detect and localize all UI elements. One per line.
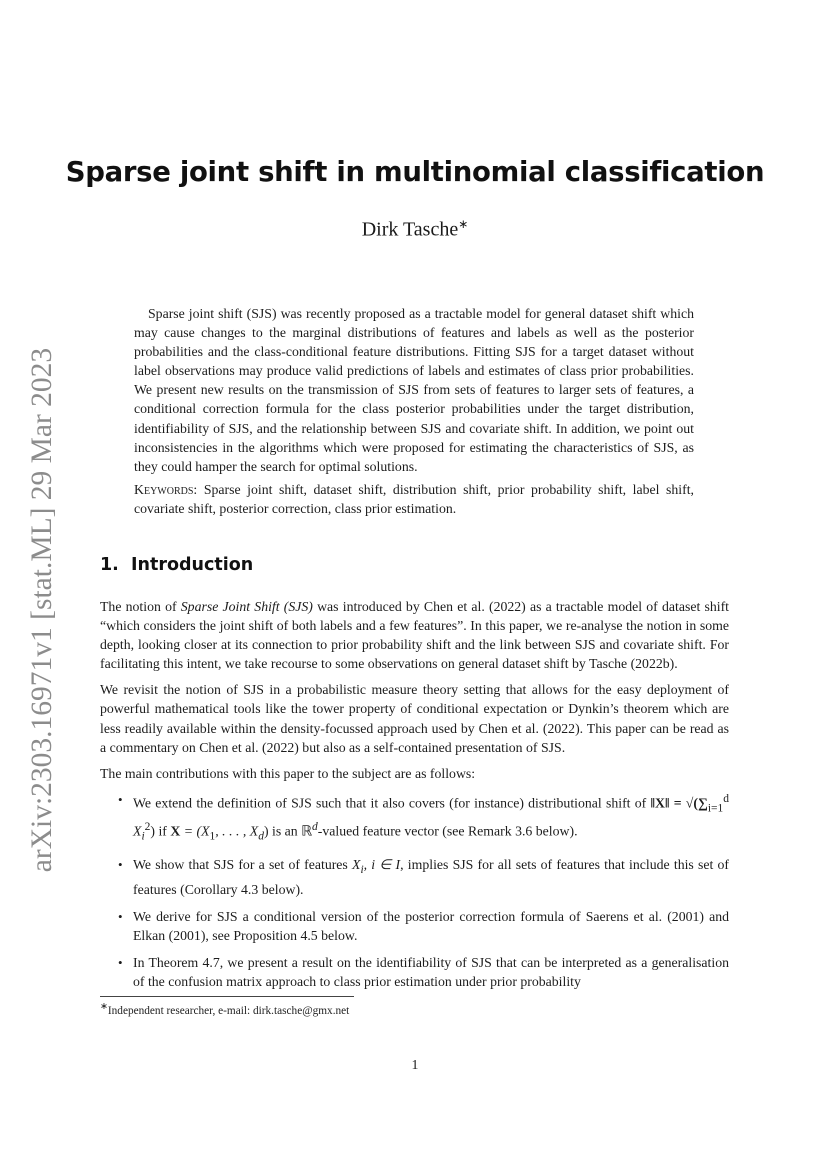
author-line: [60, 217, 770, 242]
keywords-line: [134, 480, 694, 518]
arxiv-identifier-stamp: [20, 326, 64, 894]
page-number: 1: [411, 1057, 419, 1072]
sjs-emphasis: Sparse Joint Shift (SJS): [180, 599, 313, 614]
paper-title: Sparse joint shift in multinomial classification: [65, 156, 765, 188]
intro-paragraph-1: The notion of Sparse Joint Shift (SJS) was introduced by Chen et al. (2022) as a tractable model of dataset shift “which considers the joint shift of both labels and a few features”. In this paper, we re-analyse the notion in some depth, looking closer at its connection to prior probability shift and the link between SJS and covariate shift. For facilitating this intent, we take recourse to some observations on general dataset shift by Tasche (2022b).: [100, 599, 729, 672]
section-number: 1.: [100, 555, 119, 575]
author-name: Dirk Tasche: [361, 218, 459, 241]
author-footnote-mark: ∗: [458, 217, 469, 231]
contribution-item: • We extend the definition of SJS such that it also covers (for instance) distributional shift of ‖X‖ = $√(\sum_{i=1}^d$ $X_i^2$) if $X = (X_1$, . . . , $X_d$) is an ℝ$^d$-valued feature vector (see Remark 3.6 below).: [100, 790, 729, 847]
contribution-item: • In Theorem 4.7, we present a result on the identifiability of SJS that can be interpreted as a generalisation of the confusion matrix approach to class prior estimation under prior probability: [100, 953, 729, 991]
keywords-label: Keywords:: [134, 481, 198, 497]
abstract-text: Sparse joint shift (SJS) was recently proposed as a tractable model for general dataset shift which may cause changes to the marginal distributions of features and labels as well as the posterior probabilities and the class-conditional feature distributions. Fitting SJS for a target dataset without label observations may produce valid predictions of labels and estimates of class prior probabilities. We present new results on the transmission of SJS from sets of features to larger sets of features, a conditional correction formula for the class posterior probabilities under the target distribution, identifiability of SJS, and the relationship between SJS and covariate shift. In addition, we point out inconsistencies in the algorithms which were proposed for estimating the characteristics of SJS, as they could hamper the search for optimal solutions.: [134, 306, 694, 474]
arxiv-identifier-text: arXiv:2303.16971v1 [stat.ML] 29 Mar 2023: [26, 347, 58, 873]
footnote: [100, 1001, 349, 1017]
footnote-text: Independent researcher, e-mail: dirk.tasche@gmx.net: [107, 1004, 350, 1017]
contribution-item: • We derive for SJS a conditional version of the posterior correction formula of Saerens et al. (2001) and Elkan (2001), see Proposition 4.5 below.: [100, 907, 729, 945]
abstract: [134, 304, 694, 518]
contribution-item: • We show that SJS for a set of features $X_i$, i ∈ I, implies SJS for all sets of features that include this set of features (Corollary 4.3 below).: [100, 855, 729, 899]
section-heading: [100, 555, 253, 575]
intro-paragraph-2: We revisit the notion of SJS in a probabilistic measure theory setting that allows for the easy deployment of powerful mathematical tools like the tower property of conditional expectation or Dynkin’s theorem which are less readily available within the density-focussed approach used by Chen et al. (2022). This paper can be read as a commentary on Chen et al. (2022) but also as a self-contained presentation of SJS.: [100, 682, 729, 755]
keywords-text: Sparse joint shift, dataset shift, distribution shift, prior probability shift, label shift, covariate shift, posterior correction, class prior estimation.: [134, 481, 694, 516]
intro-paragraph-3: The main contributions with this paper to the subject are as follows:: [100, 765, 476, 781]
section-title: Introduction: [131, 555, 254, 575]
introduction-body: [100, 597, 729, 999]
footnote-divider: [100, 996, 354, 997]
footnote-mark: ∗: [100, 1002, 108, 1012]
contributions-list: [100, 790, 729, 991]
